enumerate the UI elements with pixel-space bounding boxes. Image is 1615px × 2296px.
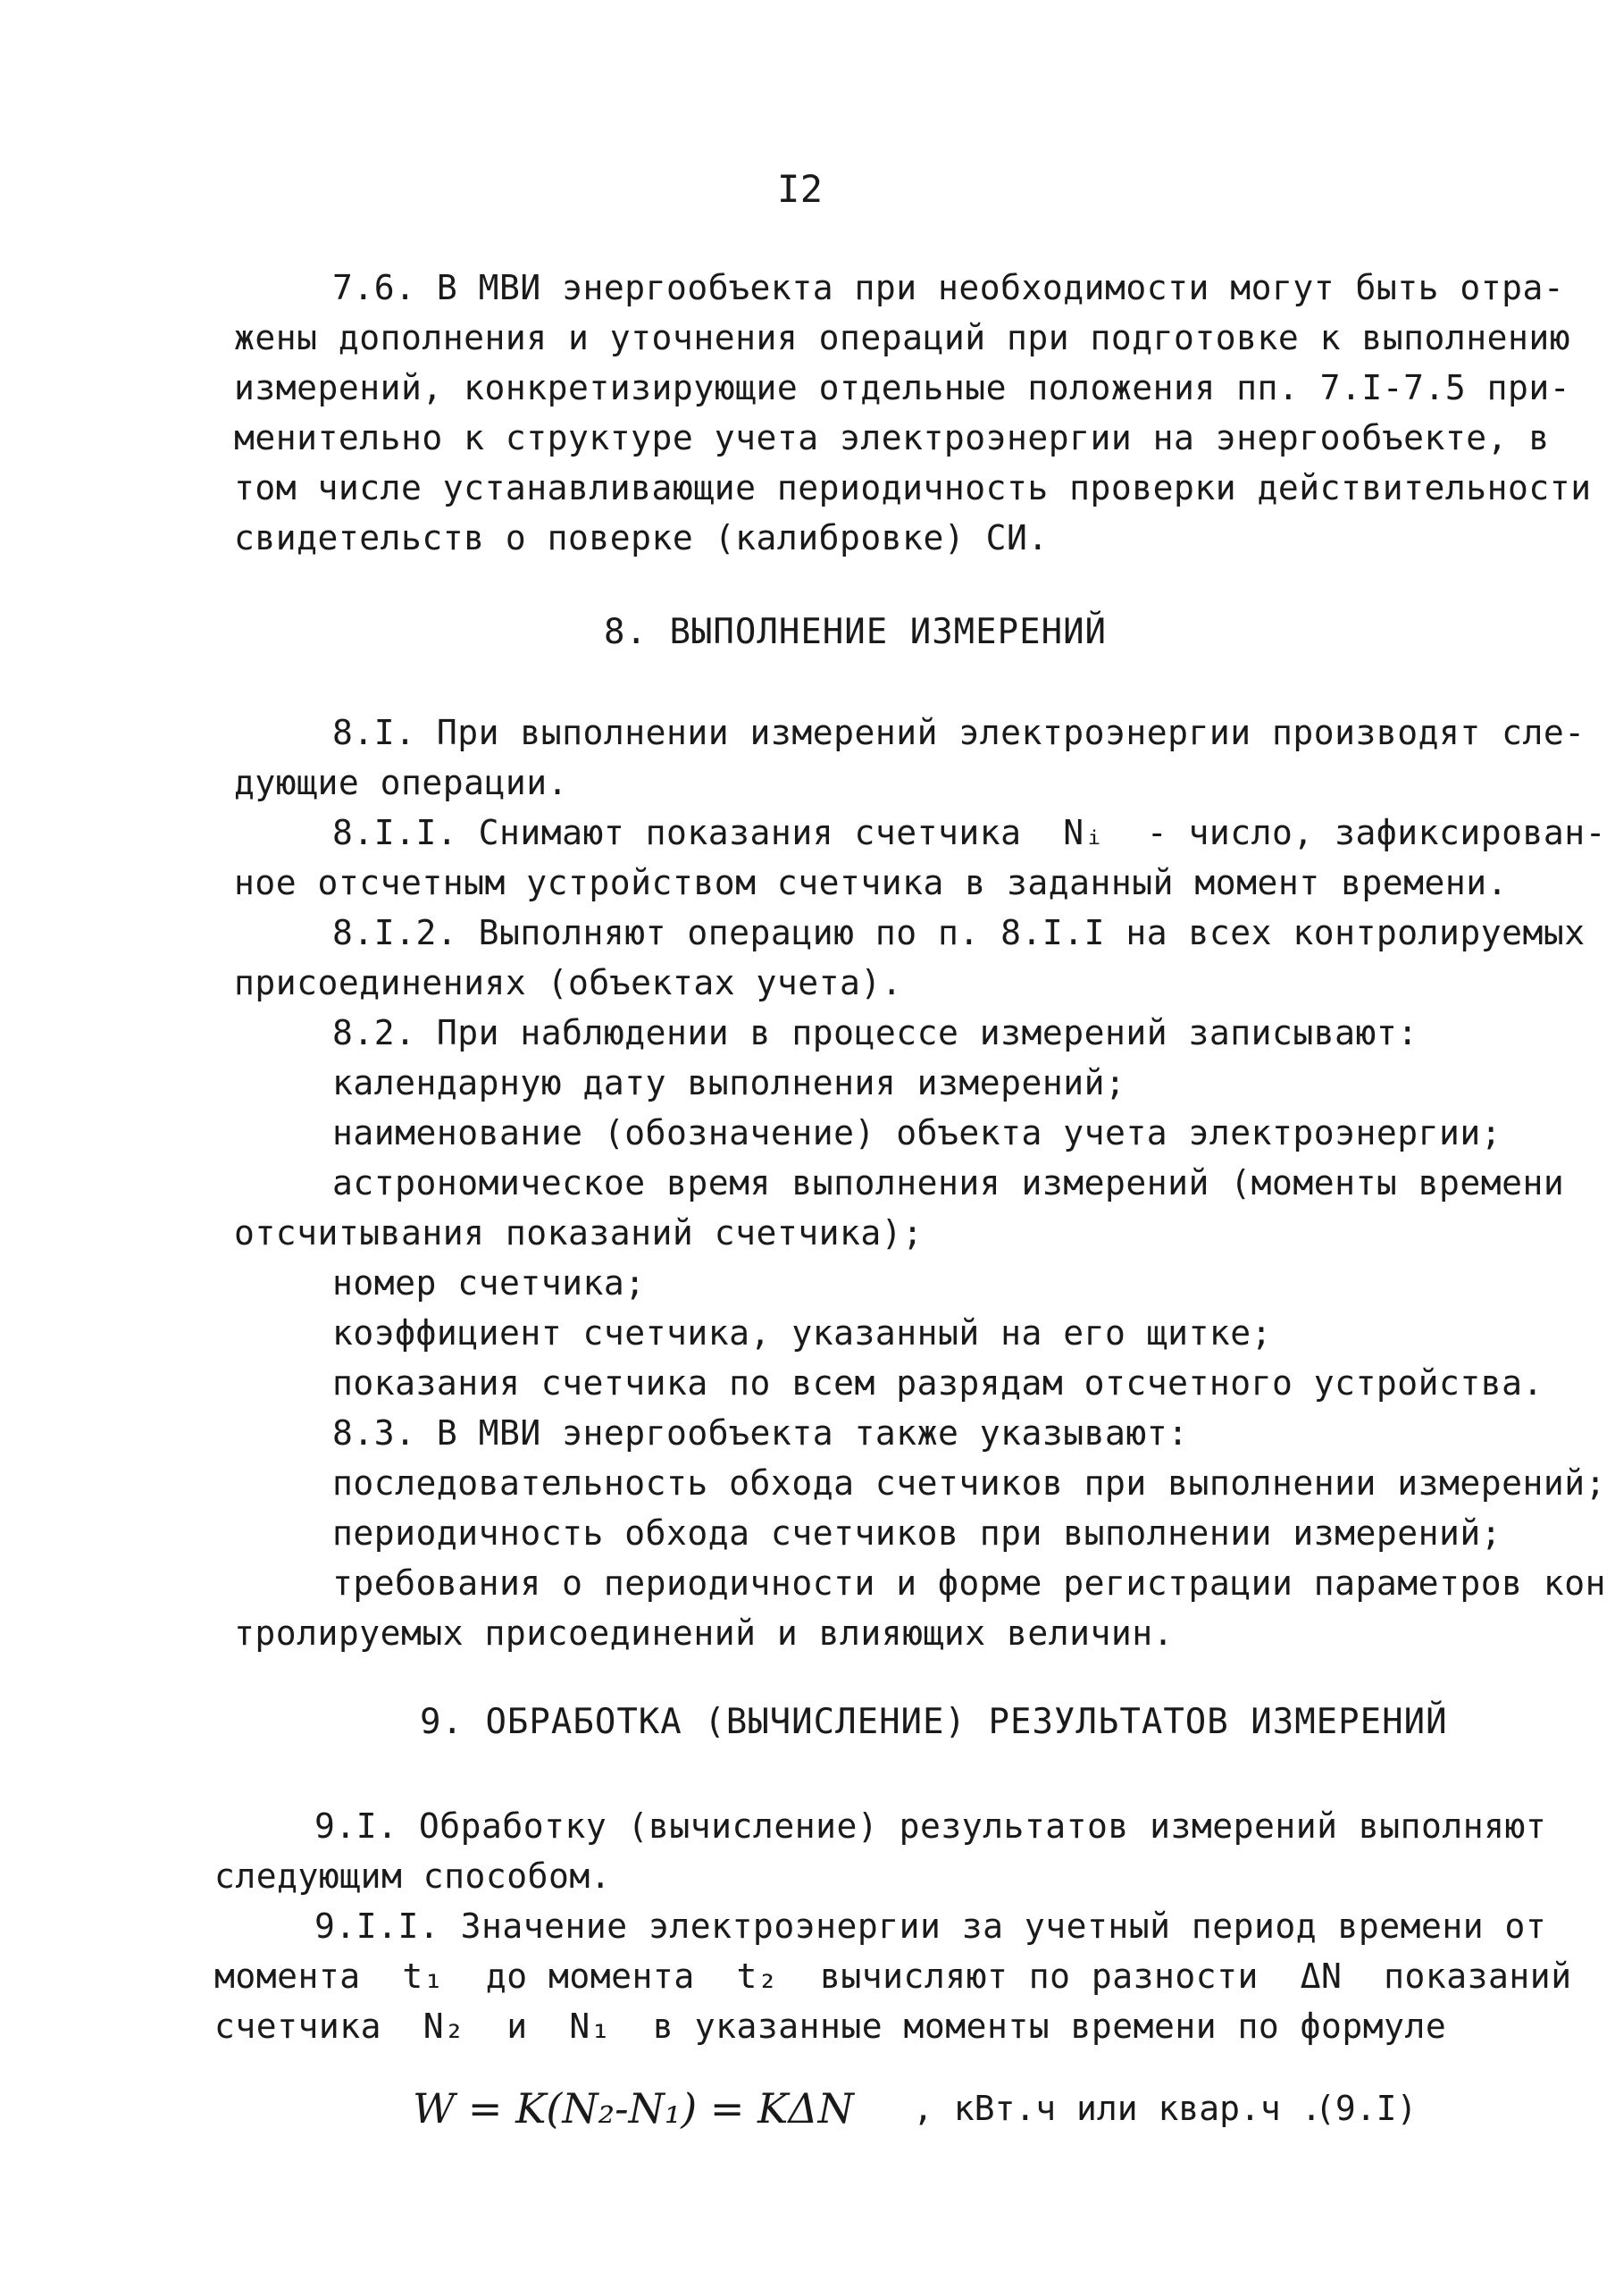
list-item: календарную дату выполнения измерений; [332,1063,1126,1102]
paragraph-line: 8.I.I. Снимают показания счетчика Nᵢ - число, зафиксирован- [332,813,1607,852]
paragraph-line: жены дополнения и уточнения операций при подготовке к выполнению [234,318,1571,357]
paragraph-line: дующие операции. [234,763,569,802]
formula-9-1 [413,2082,1418,2144]
section-heading: 8. ВЫПОЛНЕНИЕ ИЗМЕРЕНИЙ [604,612,1108,652]
paragraph-line: 8.2. При наблюдении в процессе измерений записывают: [332,1013,1418,1052]
paragraph-line: следующим способом. [214,1856,612,1896]
page-number: I2 [777,167,824,211]
list-item: астрономическое время выполнения измерений (моменты времени [332,1163,1565,1202]
formula-expression: W = K(N₂-N₁) = KΔN [413,2084,854,2133]
formula-units: , кВт.ч или квар.ч . [913,2089,1322,2128]
list-item: показания счетчика по всем разрядам отсчетного устройства. [332,1363,1544,1403]
paragraph-line: 8.I.2. Выполняют операцию по п. 8.I.I на всех контролируемых [332,913,1586,952]
paragraph-line: присоединениях (объектах учета). [234,963,903,1002]
list-item: требования о периодичности и форме регистрации параметров кон [332,1563,1607,1603]
list-item: последовательность обхода счетчиков при выполнении измерений; [332,1463,1607,1503]
paragraph-line: менительно к структуре учета электроэнергии на энергообъекте, в [234,418,1550,457]
paragraph-line: 7.6. В МВИ энергообъекта при необходимости могут быть отра- [332,268,1565,307]
paragraph-line: момента t₁ до момента t₂ вычисляют по разности ΔN показаний [214,1957,1572,1996]
paragraph-line: счетчика N₂ и N₁ в указанные моменты времени по формуле [214,2007,1447,2046]
paragraph-line: 8.3. В МВИ энергообъекта также указывают: [332,1413,1189,1453]
paragraph-line: 8.I. При выполнении измерений электроэнергии производят сле- [332,713,1586,752]
section-heading: 9. ОБРАБОТКА (ВЫЧИСЛЕНИЕ) РЕЗУЛЬТАТОВ ИЗМЕРЕНИЙ [420,1702,1448,1742]
list-item: тролируемых присоединений и влияющих величин. [234,1613,1175,1653]
list-item: коэффициент счетчика, указанный на его щитке; [332,1313,1273,1353]
paragraph-line: свидетельств о поверке (калибровке) СИ. [234,518,1049,557]
list-item: периодичность обхода счетчиков при выполнении измерений; [332,1513,1502,1553]
list-item: наименование (обозначение) объекта учета электроэнергии; [332,1113,1502,1152]
paragraph-line: 9.I.I. Значение электроэнергии за учетный период времени от [314,1906,1547,1946]
paragraph-line: измерений, конкретизирующие отдельные положения пп. 7.I-7.5 при- [234,368,1571,407]
paragraph-line: ное отсчетным устройством счетчика в заданный момент времени. [234,863,1509,902]
list-item: номер счетчика; [332,1263,646,1303]
list-item: отсчитывания показаний счетчика); [234,1213,924,1253]
paragraph-line: том числе устанавливающие периодичность проверки действительности [234,468,1592,507]
formula-number: (9.I) [1315,2089,1418,2128]
paragraph-line: 9.I. Обработку (вычисление) результатов измерений выполняют [314,1806,1547,1846]
